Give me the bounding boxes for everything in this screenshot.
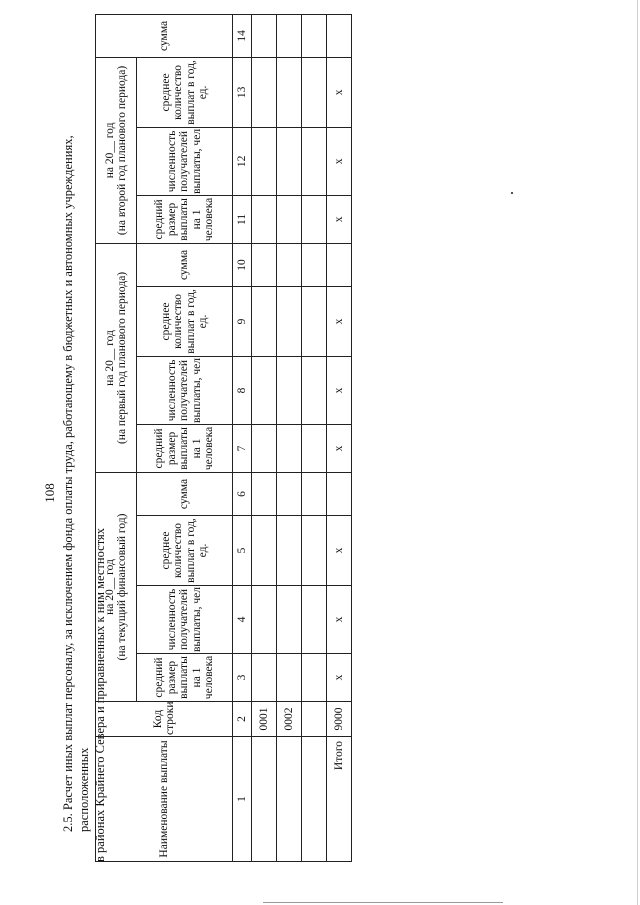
header-period-3 bbox=[96, 57, 137, 243]
header-sum-3: сумма bbox=[96, 14, 233, 57]
cell: x bbox=[327, 356, 352, 424]
header-avg-qty-3: среднее количество выплат в год, ед. bbox=[137, 57, 233, 127]
cell bbox=[302, 286, 327, 356]
period-3-subtitle: (на второй год планового периода) bbox=[116, 65, 128, 236]
col-num: 13 bbox=[233, 57, 252, 127]
cell bbox=[277, 127, 302, 195]
col-num: 6 bbox=[233, 472, 252, 515]
header-avg-size-2: средний размер выплаты на 1 человека bbox=[137, 424, 233, 472]
cell bbox=[277, 586, 302, 654]
row-name bbox=[302, 737, 327, 862]
cell bbox=[277, 286, 302, 356]
header-code: Код строки bbox=[96, 702, 233, 737]
cell bbox=[277, 14, 302, 57]
cell bbox=[252, 57, 277, 127]
col-num: 5 bbox=[233, 516, 252, 586]
period-1-title: на 20__ год bbox=[103, 559, 116, 615]
cell bbox=[277, 195, 302, 243]
col-num: 14 bbox=[233, 14, 252, 57]
cell bbox=[327, 472, 352, 515]
cell bbox=[302, 356, 327, 424]
cell bbox=[277, 654, 302, 702]
row-name-total: Итого bbox=[327, 737, 352, 862]
period-3-title: на 20__ год bbox=[103, 122, 116, 179]
cell bbox=[252, 424, 277, 472]
row-name bbox=[277, 737, 302, 862]
rotated-content bbox=[60, 20, 580, 862]
cell bbox=[252, 356, 277, 424]
cell bbox=[252, 586, 277, 654]
cell bbox=[252, 195, 277, 243]
cell bbox=[252, 127, 277, 195]
cell bbox=[277, 424, 302, 472]
col-num: 12 bbox=[233, 127, 252, 195]
col-num: 7 bbox=[233, 424, 252, 472]
cell bbox=[302, 516, 327, 586]
header-avg-qty-1: среднее количество выплат в год, ед. bbox=[137, 516, 233, 586]
header-count-2: численность получателей выплаты, чел bbox=[137, 356, 233, 424]
row-name bbox=[252, 737, 277, 862]
header-name: Наименование выплаты bbox=[96, 737, 233, 862]
cell bbox=[277, 516, 302, 586]
cell: x bbox=[327, 195, 352, 243]
cell: x bbox=[327, 57, 352, 127]
cell: x bbox=[327, 286, 352, 356]
page-bottom-edge bbox=[263, 902, 503, 903]
row-code bbox=[302, 702, 327, 737]
cell bbox=[302, 127, 327, 195]
table-row bbox=[277, 14, 302, 861]
cell bbox=[252, 243, 277, 286]
cell bbox=[302, 243, 327, 286]
header-avg-size-1: средний размер выплаты на 1 человека bbox=[137, 654, 233, 702]
cell bbox=[252, 654, 277, 702]
heading-line-1: 2.5. Расчет иных выплат персоналу, за исключением фонда оплаты труда, работающему в бюджетных и автономных учреждениях, расположенных bbox=[61, 135, 91, 832]
row-code: 0001 bbox=[252, 702, 277, 737]
col-num: 10 bbox=[233, 243, 252, 286]
header-avg-qty-2: среднее количество выплат в год, ед. bbox=[137, 286, 233, 356]
cell: x bbox=[327, 586, 352, 654]
col-num: 9 bbox=[233, 286, 252, 356]
heading-line-2: в районах Крайнего Севера и приравненных к ним местностях bbox=[93, 528, 107, 862]
cell: x bbox=[327, 424, 352, 472]
col-num: 4 bbox=[233, 586, 252, 654]
header-sum-2: сумма bbox=[137, 243, 233, 286]
cell bbox=[277, 243, 302, 286]
col-num: 3 bbox=[233, 654, 252, 702]
header-sum-1: сумма bbox=[137, 472, 233, 515]
cell bbox=[302, 654, 327, 702]
row-code: 0002 bbox=[277, 702, 302, 737]
cell bbox=[277, 57, 302, 127]
header-period-2 bbox=[96, 243, 137, 472]
cell: x bbox=[327, 516, 352, 586]
cell bbox=[327, 14, 352, 57]
header-row-periods bbox=[96, 14, 137, 861]
cell bbox=[252, 286, 277, 356]
cell bbox=[277, 472, 302, 515]
cell bbox=[302, 14, 327, 57]
column-number-row bbox=[233, 14, 252, 861]
total-row bbox=[327, 14, 352, 861]
cell bbox=[302, 57, 327, 127]
period-2-subtitle: (на первый год планового периода) bbox=[116, 271, 128, 445]
col-num: 2 bbox=[233, 702, 252, 737]
cell bbox=[252, 472, 277, 515]
period-2-title: на 20__ год bbox=[103, 330, 116, 386]
cell bbox=[252, 14, 277, 57]
payments-table bbox=[95, 14, 352, 862]
page-edge-shadow bbox=[637, 0, 638, 905]
cell bbox=[302, 195, 327, 243]
cell: x bbox=[327, 127, 352, 195]
period-1-subtitle: (на текущий финансовый год) bbox=[116, 513, 128, 661]
header-avg-size-3: средний размер выплаты на 1 человека bbox=[137, 195, 233, 243]
col-num: 8 bbox=[233, 356, 252, 424]
cell bbox=[252, 516, 277, 586]
cell bbox=[302, 424, 327, 472]
page-number: 108 bbox=[42, 483, 57, 503]
cell bbox=[302, 472, 327, 515]
header-period-1 bbox=[96, 472, 137, 701]
table-row bbox=[302, 14, 327, 861]
col-num: 11 bbox=[233, 195, 252, 243]
table-row bbox=[252, 14, 277, 861]
cell bbox=[302, 586, 327, 654]
cell bbox=[327, 243, 352, 286]
row-code: 9000 bbox=[327, 702, 352, 737]
col-num: 1 bbox=[233, 737, 252, 862]
cell: x bbox=[327, 654, 352, 702]
header-count-1: численность получателей выплаты, чел bbox=[137, 586, 233, 654]
cell bbox=[277, 356, 302, 424]
header-count-3: численность получателей выплаты, чел bbox=[137, 127, 233, 195]
